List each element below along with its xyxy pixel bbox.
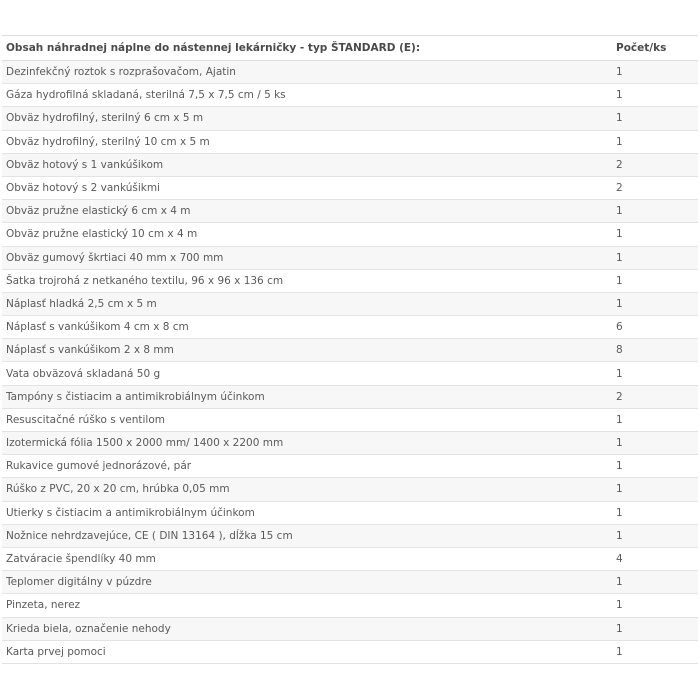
item-quantity: 2: [610, 153, 698, 176]
item-name: Nožnice nehrdzavejúce, CE ( DIN 13164 ), dĺžka 15 cm: [2, 524, 610, 547]
item-name: Obväz pružne elastický 10 cm x 4 m: [2, 223, 610, 246]
item-name: Teplomer digitálny v púzdre: [2, 571, 610, 594]
item-quantity: 1: [610, 640, 698, 663]
table-row: [2, 316, 698, 339]
item-name: Vata obväzová skladaná 50 g: [2, 362, 610, 385]
item-quantity: 1: [610, 130, 698, 153]
table-row: [2, 408, 698, 431]
header-item: Obsah náhradnej náplne do nástennej lekárničky - typ ŠTANDARD (E):: [2, 36, 610, 61]
table-row: [2, 200, 698, 223]
table-row: [2, 478, 698, 501]
item-name: Resuscitačné rúško s ventilom: [2, 408, 610, 431]
item-name: Dezinfekčný roztok s rozprašovačom, Ajatin: [2, 61, 610, 84]
item-name: Obväz hydrofilný, sterilný 6 cm x 5 m: [2, 107, 610, 130]
table-row: [2, 594, 698, 617]
item-name: Karta prvej pomoci: [2, 640, 610, 663]
item-quantity: 1: [610, 107, 698, 130]
table-row: [2, 107, 698, 130]
item-name: Obväz hotový s 1 vankúšikom: [2, 153, 610, 176]
table-row: [2, 571, 698, 594]
item-name: Zatváracie špendlíky 40 mm: [2, 547, 610, 570]
item-name: Obväz hydrofilný, sterilný 10 cm x 5 m: [2, 130, 610, 153]
item-quantity: 1: [610, 292, 698, 315]
item-name: Náplasť s vankúšikom 2 x 8 mm: [2, 339, 610, 362]
item-name: Náplasť hladká 2,5 cm x 5 m: [2, 292, 610, 315]
item-quantity: 1: [610, 432, 698, 455]
table-row: [2, 339, 698, 362]
item-name: Obväz gumový škrtiaci 40 mm x 700 mm: [2, 246, 610, 269]
item-quantity: 1: [610, 524, 698, 547]
item-quantity: 1: [610, 61, 698, 84]
item-quantity: 1: [610, 455, 698, 478]
table-row: [2, 223, 698, 246]
contents-table: [2, 35, 698, 664]
table-row: [2, 385, 698, 408]
item-name: Gáza hydrofilná skladaná, sterilná 7,5 x 7,5 cm / 5 ks: [2, 84, 610, 107]
item-quantity: 1: [610, 594, 698, 617]
table-row: [2, 362, 698, 385]
table-row: [2, 617, 698, 640]
table-row: [2, 501, 698, 524]
item-name: Tampóny s čistiacim a antimikrobiálnym účinkom: [2, 385, 610, 408]
header-qty: Počet/ks: [610, 36, 698, 61]
item-quantity: 1: [610, 200, 698, 223]
item-quantity: 1: [610, 246, 698, 269]
item-name: Náplasť s vankúšikom 4 cm x 8 cm: [2, 316, 610, 339]
table-header: [2, 36, 698, 61]
table-body: [2, 61, 698, 664]
table-row: [2, 455, 698, 478]
item-name: Obväz hotový s 2 vankúšikmi: [2, 176, 610, 199]
table-row: [2, 153, 698, 176]
item-name: Obväz pružne elastický 6 cm x 4 m: [2, 200, 610, 223]
item-name: Rúško z PVC, 20 x 20 cm, hrúbka 0,05 mm: [2, 478, 610, 501]
table-row: [2, 176, 698, 199]
item-name: Šatka trojrohá z netkaného textilu, 96 x 96 x 136 cm: [2, 269, 610, 292]
contents-table-container: [0, 35, 700, 664]
item-quantity: 8: [610, 339, 698, 362]
table-row: [2, 524, 698, 547]
item-quantity: 2: [610, 385, 698, 408]
item-name: Izotermická fólia 1500 x 2000 mm/ 1400 x 2200 mm: [2, 432, 610, 455]
item-quantity: 1: [610, 408, 698, 431]
item-name: Rukavice gumové jednorázové, pár: [2, 455, 610, 478]
table-row: [2, 130, 698, 153]
item-name: Krieda biela, označenie nehody: [2, 617, 610, 640]
item-quantity: 1: [610, 478, 698, 501]
table-row: [2, 269, 698, 292]
table-row: [2, 547, 698, 570]
item-quantity: 1: [610, 269, 698, 292]
table-row: [2, 292, 698, 315]
item-quantity: 1: [610, 362, 698, 385]
table-row: [2, 640, 698, 663]
item-quantity: 2: [610, 176, 698, 199]
item-quantity: 6: [610, 316, 698, 339]
item-quantity: 1: [610, 223, 698, 246]
table-row: [2, 246, 698, 269]
table-row: [2, 432, 698, 455]
item-quantity: 1: [610, 501, 698, 524]
item-name: Pinzeta, nerez: [2, 594, 610, 617]
item-quantity: 1: [610, 571, 698, 594]
item-quantity: 4: [610, 547, 698, 570]
table-row: [2, 84, 698, 107]
header-row: [2, 36, 698, 61]
table-row: [2, 61, 698, 84]
item-quantity: 1: [610, 617, 698, 640]
item-quantity: 1: [610, 84, 698, 107]
item-name: Utierky s čistiacim a antimikrobiálnym účinkom: [2, 501, 610, 524]
